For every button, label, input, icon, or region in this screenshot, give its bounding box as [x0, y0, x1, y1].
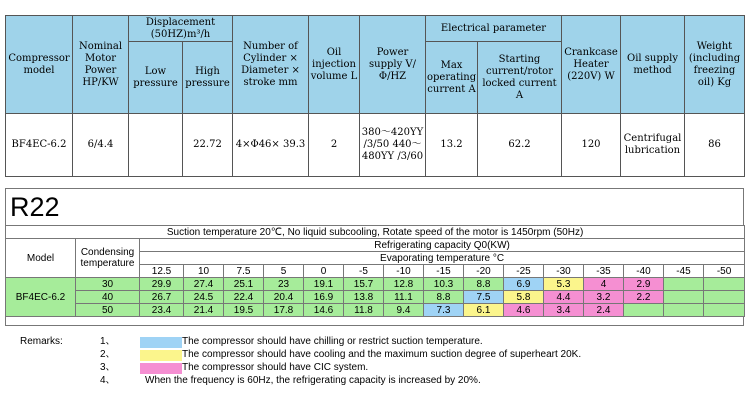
- capacity-cell: 17.8: [264, 304, 304, 317]
- remark-text: When the frequency is 60Hz, the refrigerating capacity is increased by 20%.: [145, 375, 481, 386]
- capacity-cell: 23: [264, 278, 304, 291]
- capacity-cell: 22.4: [224, 291, 264, 304]
- capacity-cell: [704, 278, 745, 291]
- capacity-cell: [624, 304, 664, 317]
- table-row: [6, 304, 745, 317]
- condensing-temp-cell: 50: [76, 304, 140, 317]
- cell-power-supply: 380～420YY /3/50 440～480YY /3/60: [360, 114, 426, 177]
- capacity-cell: 10.3: [424, 278, 464, 291]
- capacity-cell: 6.9: [504, 278, 544, 291]
- header-power-supply: Power supply V/Φ/HZ: [360, 16, 426, 114]
- model-header: Model: [6, 239, 76, 278]
- capacity-cell: 5.8: [504, 291, 544, 304]
- capacity-cell: 8.8: [464, 278, 504, 291]
- test-conditions: Suction temperature 20℃, No liquid subcooling, Rotate speed of the motor is 1450rpm (50Hz): [6, 226, 745, 239]
- capacity-cell: 7.5: [464, 291, 504, 304]
- cell-high-pressure: 22.72: [183, 114, 233, 177]
- header-cylinder: Number of Cylinder × Diameter × stroke mm: [233, 16, 309, 114]
- cell-oil-supply: Centrifugal lubrication: [621, 114, 685, 177]
- cell-perf-model: BF4EC-6.2: [6, 278, 76, 317]
- evaporating-temp-cell: 7.5: [224, 265, 264, 278]
- cell-starting-current: 62.2: [478, 114, 562, 177]
- header-low-pressure: Low pressure: [129, 42, 183, 114]
- capacity-cell: 5.3: [544, 278, 584, 291]
- evaporating-temp-cell: -5: [344, 265, 384, 278]
- header-oil-volume: Oil injection volume L: [309, 16, 360, 114]
- capacity-cell: 9.4: [384, 304, 424, 317]
- capacity-cell: 4.4: [544, 291, 584, 304]
- capacity-cell: 6.1: [464, 304, 504, 317]
- capacity-cell: 25.1: [224, 278, 264, 291]
- capacity-cell: 21.4: [184, 304, 224, 317]
- evaporating-temp-cell: -45: [664, 265, 704, 278]
- capacity-cell: 11.8: [344, 304, 384, 317]
- evaporating-temp-cell: -15: [424, 265, 464, 278]
- cell-max-current: 13.2: [426, 114, 478, 177]
- capacity-cell: 14.6: [304, 304, 344, 317]
- capacity-cell: 2.4: [584, 304, 624, 317]
- remark-number: 3、: [100, 362, 116, 373]
- capacity-cell: 13.8: [344, 291, 384, 304]
- capacity-cell: [664, 291, 704, 304]
- refrigerant-title: R22: [10, 192, 60, 222]
- evaporating-temp-cell: -40: [624, 265, 664, 278]
- capacity-cell: 3.4: [544, 304, 584, 317]
- evaporating-temp-cell: -25: [504, 265, 544, 278]
- spec-row: [6, 114, 745, 177]
- capacity-cell: 2.9: [624, 278, 664, 291]
- remark-color-swatch: [140, 350, 182, 361]
- capacity-cell: 24.5: [184, 291, 224, 304]
- evaporating-temp-cell: -50: [704, 265, 745, 278]
- header-oil-supply: Oil supply method: [621, 16, 685, 114]
- header-max-current: Max operating current A: [426, 42, 478, 114]
- capacity-cell: 20.4: [264, 291, 304, 304]
- capacity-cell: 26.7: [140, 291, 184, 304]
- remark-color-swatch: [140, 363, 182, 374]
- capacity-cell: 2.2: [624, 291, 664, 304]
- capacity-cell: 27.4: [184, 278, 224, 291]
- evaporating-temp-cell: -35: [584, 265, 624, 278]
- capacity-cell: 4: [584, 278, 624, 291]
- capacity-cell: 12.8: [384, 278, 424, 291]
- condensing-temp-cell: 40: [76, 291, 140, 304]
- remarks-label: Remarks:: [20, 336, 63, 347]
- header-weight: Weight (including freezing oil) Kg: [685, 16, 745, 114]
- evaporating-header: Evaporating temperature °C: [140, 252, 745, 265]
- evaporating-temp-cell: 12.5: [140, 265, 184, 278]
- capacity-header: Refrigerating capacity Q0(KW): [140, 239, 745, 252]
- evaporating-temp-cell: 5: [264, 265, 304, 278]
- capacity-cell: 15.7: [344, 278, 384, 291]
- remark-text: The compressor should have CIC system.: [182, 362, 369, 373]
- remark-number: 2、: [100, 349, 116, 360]
- header-starting-current: Starting current/rotor locked current A: [478, 42, 562, 114]
- compressor-spec-table: [5, 15, 745, 177]
- header-high-pressure: High pressure: [183, 42, 233, 114]
- remark-color-swatch: [140, 337, 182, 348]
- remark-number: 4、: [100, 375, 116, 386]
- capacity-cell: 4.6: [504, 304, 544, 317]
- cell-cylinder: 4×Φ46× 39.3: [233, 114, 309, 177]
- capacity-cell: 3.2: [584, 291, 624, 304]
- capacity-cell: 8.8: [424, 291, 464, 304]
- capacity-cell: 11.1: [384, 291, 424, 304]
- cell-heater: 120: [562, 114, 621, 177]
- cell-weight: 86: [685, 114, 745, 177]
- header-motor-power: Nominal Motor Power HP/KW: [73, 16, 129, 114]
- cell-low-pressure: [129, 114, 183, 177]
- remark-number: 1、: [100, 336, 116, 347]
- capacity-cell: 23.4: [140, 304, 184, 317]
- capacity-cell: [704, 291, 745, 304]
- capacity-cell: 16.9: [304, 291, 344, 304]
- capacity-cell: [664, 278, 704, 291]
- evaporating-temp-cell: 10: [184, 265, 224, 278]
- remark-text: The compressor should have cooling and the maximum suction degree of superheart 20K.: [182, 349, 582, 360]
- capacity-cell: 19.1: [304, 278, 344, 291]
- evaporating-temp-cell: 0: [304, 265, 344, 278]
- evaporating-temp-cell: -20: [464, 265, 504, 278]
- header-displacement: Displacement (50HZ)m³/h: [129, 16, 233, 42]
- cell-oil-volume: 2: [309, 114, 360, 177]
- capacity-cell: [664, 304, 704, 317]
- evaporating-temp-cell: -10: [384, 265, 424, 278]
- evaporating-temp-cell: -30: [544, 265, 584, 278]
- capacity-cell: [704, 304, 745, 317]
- condensing-header: Condensing temperature: [76, 239, 140, 278]
- capacity-cell: 7.3: [424, 304, 464, 317]
- header-electrical-parameter: Electrical parameter: [426, 16, 562, 42]
- header-compressor-model: Compressor model: [6, 16, 73, 114]
- header-crankcase-heater: Crankcase Heater (220V) W: [562, 16, 621, 114]
- table-row: [6, 278, 745, 291]
- performance-table: [5, 225, 745, 317]
- table-row: [6, 291, 745, 304]
- cell-model: BF4EC-6.2: [6, 114, 73, 177]
- remark-text: The compressor should have chilling or restrict suction temperature.: [182, 336, 483, 347]
- capacity-cell: 19.5: [224, 304, 264, 317]
- capacity-cell: 29.9: [140, 278, 184, 291]
- cell-power: 6/4.4: [73, 114, 129, 177]
- condensing-temp-cell: 30: [76, 278, 140, 291]
